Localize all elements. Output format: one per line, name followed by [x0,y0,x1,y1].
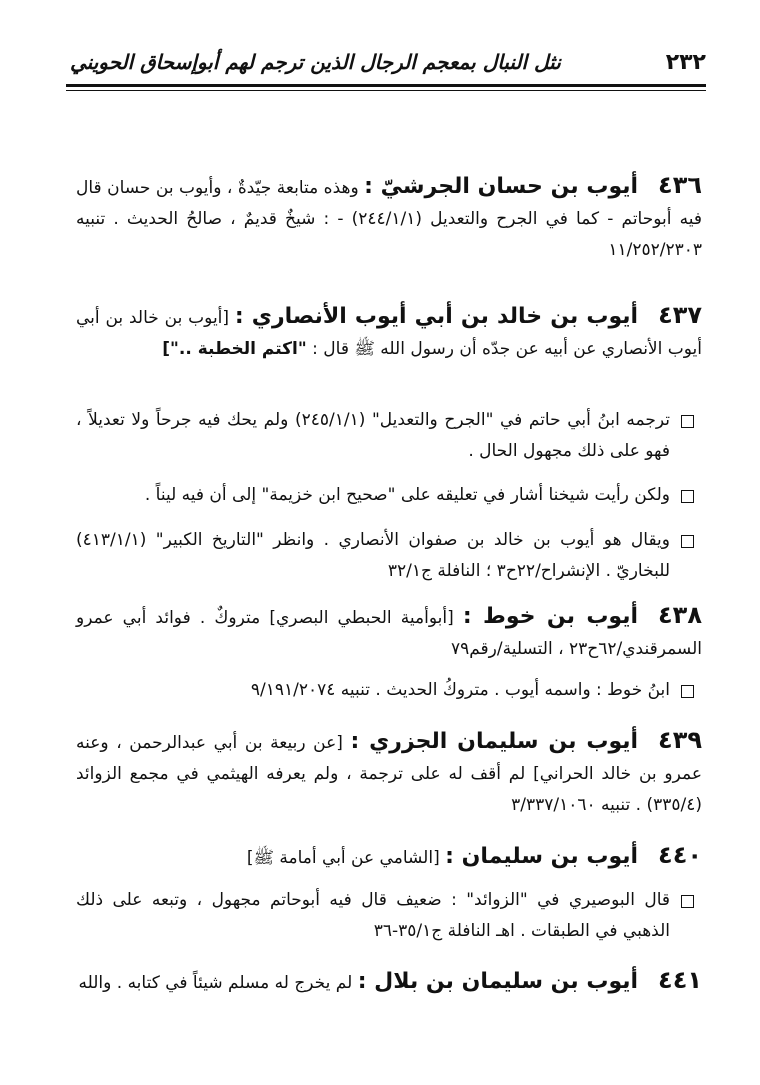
note-text: ولكن رأيت شيخنا أشار في تعليقه على "صحيح ابن خزيمة" إلى أن فيه ليناً . [144,485,670,505]
note-437-1 [76,405,696,467]
checkbox-bullet-icon [681,490,694,503]
note-437-3 [76,525,696,587]
entry-441 [76,965,702,999]
entry-text: [أيوب بن خالد بن أبي أيوب الأنصاري عن أبيه عن جدّه أن رسول الله ﷺ قال : [76,308,702,359]
entry-439 [76,725,702,821]
entry-text: [عن ربيعة بن أبي عبدالرحمن ، وعنه عمرو بن خالد الحراني] لم أقف له على ترجمة ، ولم يعرفه الهيثمي في مجمع الزوائد (٣٣٥/٤) . تنبيه ٣/٣٣٧/١٠٦٠ [76,733,702,815]
entry-number: ٤٤١ [658,966,702,994]
checkbox-bullet-icon [681,415,694,428]
running-header [70,44,706,80]
entry-number: ٤٣٧ [658,301,703,329]
entry-number: ٤٣٦ [658,171,702,199]
entry-name: أيوب بن سليمان الجزري : [350,729,639,754]
note-440-1 [76,885,696,947]
entry-number: ٤٣٩ [658,726,702,754]
entry-name: أيوب بن حسان الجرشيّ : [364,174,639,199]
entry-name: أيوب بن خوط : [462,604,639,629]
entry-text: [الشامي عن أبي أمامة ﷺ] [246,848,440,868]
entry-number: ٤٤٠ [658,841,702,869]
entry-437 [76,300,702,365]
note-text: ابنُ خوط : واسمه أيوب . متروكُ الحديث . تنبيه ٩/١٩١/٢٠٧٤ [250,680,670,700]
checkbox-bullet-icon [681,535,694,548]
entry-name: أيوب بن خالد بن أبي أيوب الأنصاري : [234,304,639,329]
entry-438 [76,600,702,665]
entry-number: ٤٣٨ [658,601,702,629]
checkbox-bullet-icon [681,895,694,908]
header-rule-thin [66,90,706,91]
entry-text: [أبوأمية الحبطي البصري] متروكٌ . فوائد أبي عمرو السمرقندي/٦٢ح٢٣ ، التسلية/رقم٧٩ [76,608,702,659]
entry-text: لم يخرج له مسلم شيئاً في كتابه . والله [78,973,353,993]
checkbox-bullet-icon [681,685,694,698]
note-text: قال البوصيري في "الزوائد" : ضعيف قال فيه أبوحاتم مجهول ، وتبعه على ذلك الذهبي في الطبقات . اهـ النافلة ج٣٥/١-٣٦ [76,890,670,941]
entry-quote: "اكتم الخطبة .."] [162,339,307,359]
note-text: ترجمه ابنُ أبي حاتم في "الجرح والتعديل" (٢٤٥/١/١) ولم يحك فيه جرحاً ولا تعديلاً ، فهو على ذلك مجهول الحال . [76,410,670,461]
note-437-2 [76,480,696,511]
entry-text: وهذه متابعة جيّدةٌ ، وأيوب بن حسان قال فيه أبوحاتم - كما في الجرح والتعديل (٢٤٤/١/١) - : شيخٌ قديمٌ ، صالحُ الحديث . تنبيه ١١/٢٥٢/٢٣٠٣ [76,178,702,260]
entry-name: أيوب بن سليمان بن بلال : [357,969,639,994]
page-number: ٢٣٢ [665,49,706,75]
book-title: نثل النبال بمعجم الرجال الذين ترجم لهم أبوإسحاق الحويني [70,50,561,74]
header-rule-thick [66,84,706,87]
note-438-1 [76,675,696,706]
entry-440 [76,840,702,874]
note-text: ويقال هو أيوب بن خالد بن صفوان الأنصاري . وانظر "التاريخ الكبير" (٤١٣/١/١) للبخاريّ . الإنشراح/٢٢ح٣ ؛ النافلة ج٣٢/١ [76,530,670,581]
entry-name: أيوب بن سليمان : [445,844,639,869]
entry-436 [76,170,702,266]
